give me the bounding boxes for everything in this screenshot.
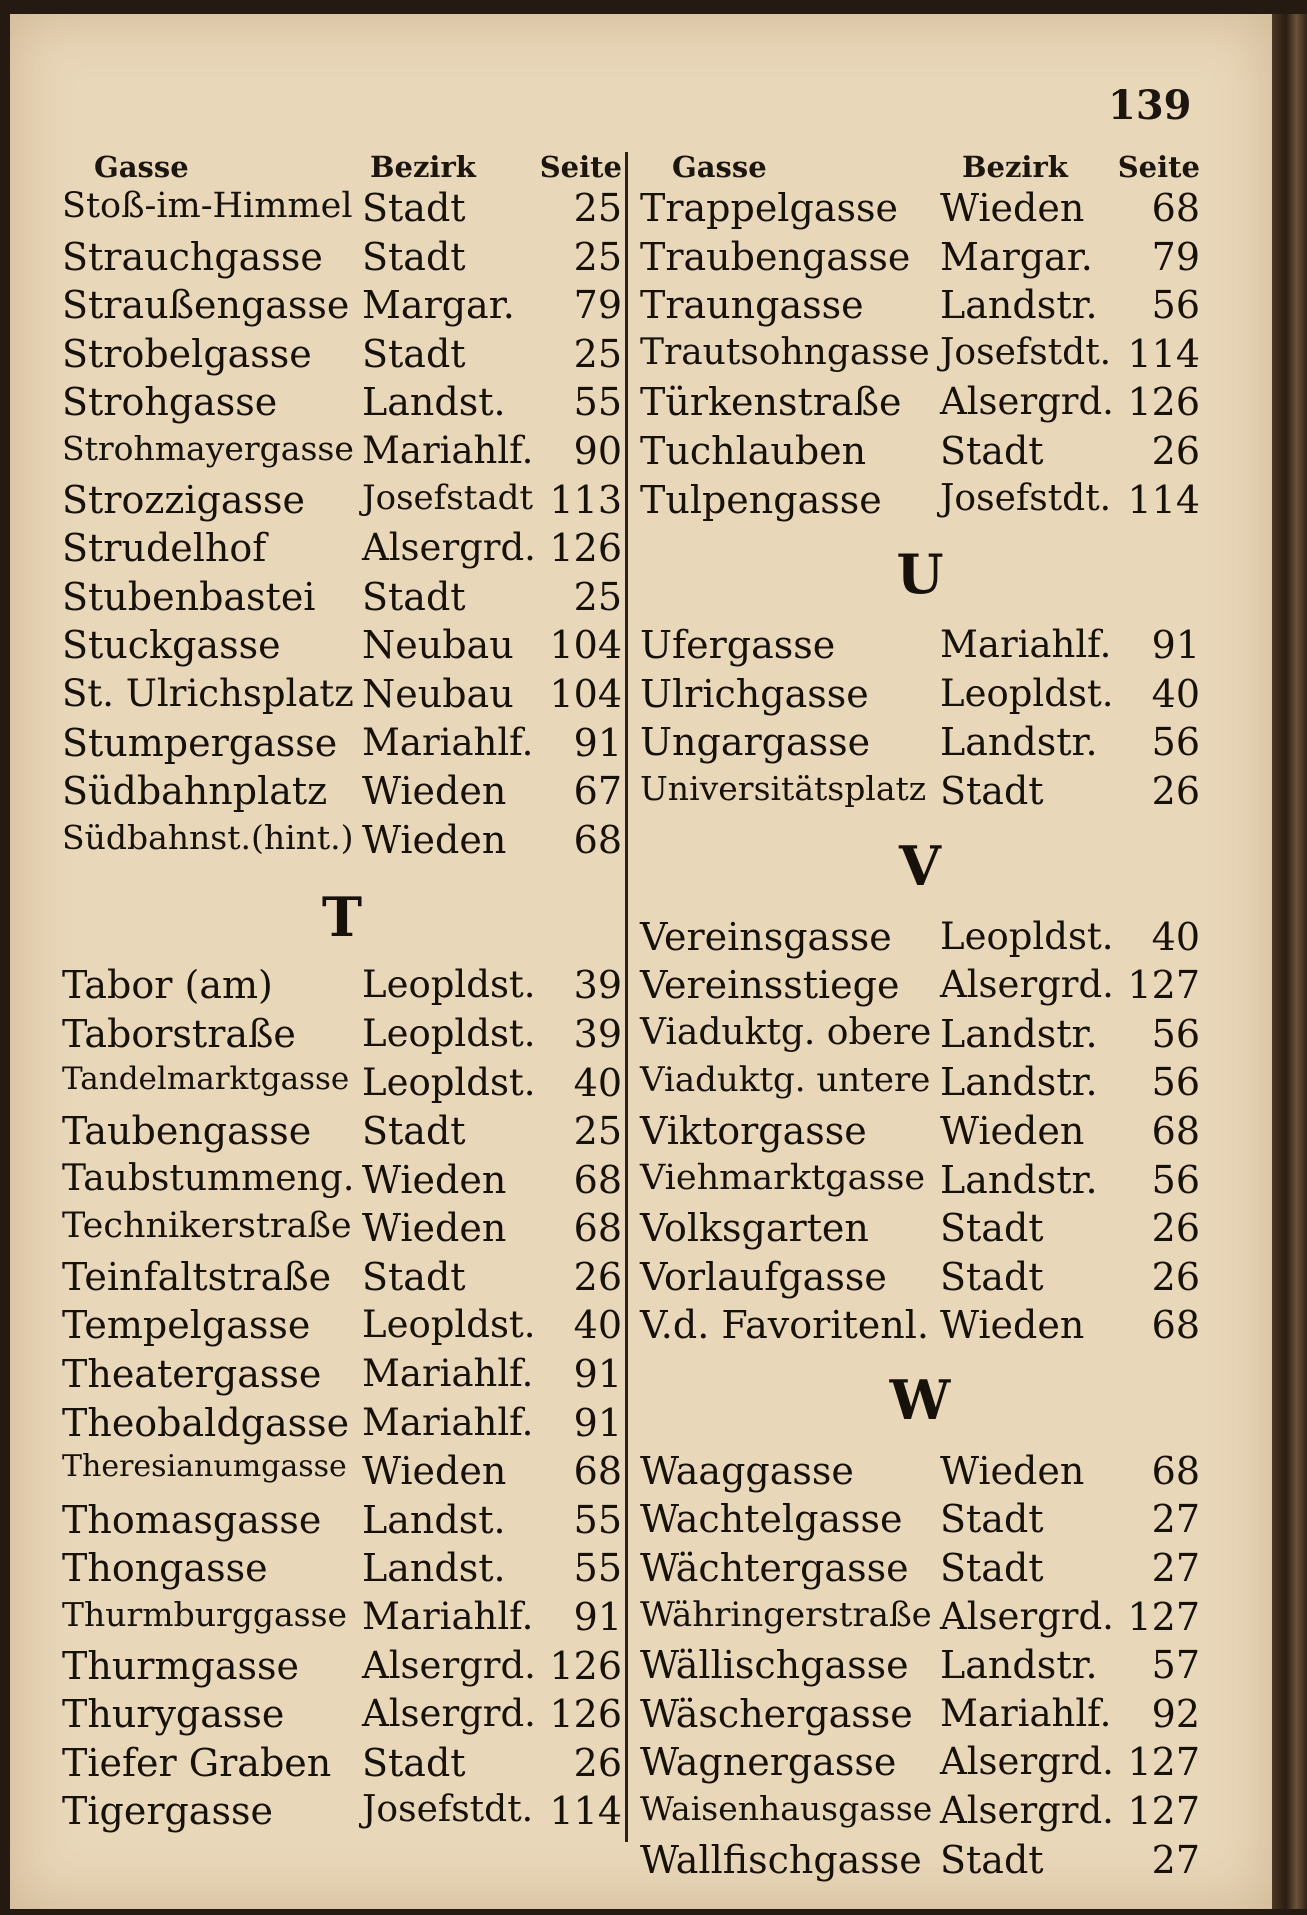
district-name: Stadt: [362, 574, 466, 619]
district-name: Leopldst.: [362, 1011, 536, 1055]
street-name: Tandelmarktgasse: [62, 1060, 350, 1097]
street-name: Wällischgasse: [640, 1643, 909, 1688]
index-entry: [640, 1154, 1200, 1203]
index-entry: [62, 425, 622, 474]
street-name: Tabor (am): [62, 963, 273, 1008]
street-name: Stuckgasse: [62, 623, 281, 668]
street-name: Strobelgasse: [62, 331, 312, 376]
index-entry: [62, 1445, 622, 1494]
page-ref: 126: [549, 1692, 622, 1737]
street-name: Thurmgasse: [62, 1643, 299, 1688]
page-ref: 68: [573, 1157, 622, 1202]
page-ref: 127: [1127, 1740, 1200, 1785]
district-name: Neubau: [362, 671, 514, 716]
street-name: Theatergasse: [62, 1352, 322, 1397]
street-name: Viaduktg. untere: [640, 1060, 931, 1101]
header-district: Bezirk: [370, 150, 476, 184]
index-entry: [640, 182, 1200, 231]
index-entry: [640, 1542, 1200, 1591]
index-entry: [640, 1639, 1200, 1688]
page-ref: 26: [1151, 1206, 1200, 1251]
district-name: Stadt: [940, 1837, 1044, 1882]
page-ref: 39: [573, 963, 622, 1008]
page-ref: 91: [1151, 623, 1200, 668]
district-name: Alsergrd.: [940, 963, 1114, 1007]
street-name: Theobaldgasse: [62, 1400, 350, 1445]
street-name: Theresianumgasse: [62, 1449, 347, 1485]
street-name: Teinfaltstraße: [62, 1254, 332, 1299]
district-name: Alsergrd.: [940, 380, 1114, 424]
index-entry: [640, 279, 1200, 328]
street-name: Thurmburggasse: [62, 1595, 348, 1635]
district-name: Landst.: [362, 380, 506, 425]
page-ref: 91: [573, 1352, 622, 1397]
page-ref: 26: [1151, 428, 1200, 473]
index-entry: [62, 619, 622, 668]
district-name: Mariahlf.: [362, 1352, 534, 1396]
page-ref: 40: [1151, 671, 1200, 716]
page-ref: 55: [573, 1497, 622, 1542]
index-entry: [62, 1251, 622, 1300]
district-name: Landstr.: [940, 1643, 1098, 1688]
district-name: Stadt: [362, 186, 466, 230]
page-ref: 68: [1151, 186, 1200, 230]
index-entry: [62, 328, 622, 377]
page-ref: 25: [573, 331, 622, 376]
page-ref: 91: [573, 1595, 622, 1640]
district-name: Stadt: [940, 1254, 1044, 1299]
index-entry: [62, 571, 622, 620]
index-entry: [640, 1834, 1200, 1883]
page-ref: 25: [573, 1109, 622, 1154]
page-ref: 127: [1127, 1594, 1200, 1639]
column-header: [62, 150, 622, 182]
street-name: Vereinsgasse: [640, 914, 892, 959]
district-name: Alsergrd.: [362, 1643, 536, 1687]
street-name: Wächtergasse: [640, 1546, 909, 1591]
street-name: Trautsohngasse: [640, 331, 930, 373]
index-entry: [62, 1202, 622, 1251]
page-ref: 92: [1151, 1691, 1200, 1736]
street-name: Taubstummeng.: [62, 1157, 355, 1199]
index-entry: [62, 1542, 622, 1591]
district-name: Mariahlf.: [362, 720, 534, 764]
entries-w: [640, 1445, 1200, 1882]
page-ref: 114: [549, 1789, 622, 1834]
district-name: Margar.: [362, 283, 515, 328]
street-name: Viehmarktgasse: [640, 1157, 926, 1198]
district-name: Josefstdt.: [362, 1789, 534, 1831]
column-header: [640, 150, 1200, 182]
street-name: Südbahnst.(hint.): [62, 817, 354, 857]
page-ref: 68: [573, 817, 622, 862]
district-name: Stadt: [362, 234, 466, 279]
street-name: Strohmayergasse: [62, 428, 354, 468]
page-ref: 68: [1151, 1108, 1200, 1153]
district-name: Alsergrd.: [940, 1594, 1114, 1638]
index-entry: [62, 717, 622, 766]
district-name: Stadt: [362, 1109, 466, 1154]
index-entry: [640, 1785, 1200, 1834]
street-name: Tigergasse: [62, 1789, 273, 1834]
index-entry: [62, 1008, 622, 1057]
page-ref: 127: [1127, 1789, 1200, 1834]
index-entry: [62, 1154, 622, 1203]
page-number: 139: [1108, 82, 1192, 129]
index-entry: [640, 765, 1200, 814]
district-name: Landstr.: [940, 1060, 1098, 1105]
district-name: Wieden: [362, 1157, 507, 1202]
index-entry: [640, 1445, 1200, 1494]
street-name: Südbahnplatz: [62, 769, 328, 814]
page-ref: 27: [1151, 1546, 1200, 1591]
district-name: Stadt: [362, 1740, 466, 1785]
index-entry: [640, 1688, 1200, 1737]
header-page: Seite: [1117, 150, 1200, 184]
index-entry: [62, 1348, 622, 1397]
index-entry: [62, 182, 622, 231]
district-name: Wieden: [940, 1448, 1085, 1493]
page-ref: 27: [1151, 1837, 1200, 1882]
district-name: Wieden: [362, 1206, 507, 1251]
index-entry: [62, 376, 622, 425]
district-name: Josefstdt.: [940, 331, 1112, 373]
page-ref: 25: [573, 234, 622, 279]
entries-u: [640, 619, 1200, 813]
section-letter-w: W: [889, 1367, 951, 1432]
section-letter-v: V: [899, 833, 941, 898]
page-ref: 26: [573, 1254, 622, 1299]
page-ref: 68: [1151, 1448, 1200, 1493]
index-entry: [640, 1056, 1200, 1105]
district-name: Neubau: [362, 623, 514, 668]
street-name: Strauchgasse: [62, 234, 323, 279]
index-entry: [640, 1736, 1200, 1785]
street-name: Stubenbastei: [62, 574, 316, 619]
index-entry: [640, 716, 1200, 765]
street-name: Wallfischgasse: [640, 1837, 922, 1882]
street-name: Tiefer Graben: [62, 1740, 332, 1785]
district-name: Wieden: [940, 186, 1085, 230]
street-name: Universitätsplatz: [640, 768, 927, 808]
district-name: Alsergrd.: [362, 526, 536, 570]
header-page: Seite: [539, 150, 622, 184]
district-name: Wieden: [362, 1449, 507, 1494]
index-entry: [640, 1105, 1200, 1154]
index-entry: [640, 1202, 1200, 1251]
street-name: Wäschergasse: [640, 1691, 913, 1736]
district-name: Stadt: [940, 1546, 1044, 1591]
index-entry: [62, 279, 622, 328]
district-name: Stadt: [940, 768, 1044, 813]
street-name: Traubengasse: [640, 234, 911, 279]
district-name: Landst.: [362, 1546, 506, 1591]
page-ref: 56: [1151, 283, 1200, 328]
page-ref: 25: [573, 186, 622, 230]
street-name: Stumpergasse: [62, 720, 338, 765]
street-name: Ungargasse: [640, 720, 871, 765]
street-name: Vorlaufgasse: [640, 1254, 887, 1299]
index-entry: [640, 328, 1200, 377]
street-name: Traungasse: [640, 283, 864, 328]
index-entry: [62, 1057, 622, 1106]
entries-s: [62, 182, 622, 862]
district-name: Mariahlf.: [940, 1691, 1112, 1735]
district-name: Wieden: [940, 1303, 1085, 1348]
district-name: Mariahlf.: [940, 623, 1112, 667]
street-name: St. Ulrichsplatz: [62, 671, 354, 715]
district-name: Mariahlf.: [362, 428, 534, 472]
section-letter-u: U: [896, 542, 944, 607]
district-name: Mariahlf.: [362, 1400, 534, 1444]
page-ref: 26: [1151, 1254, 1200, 1299]
index-entry: [640, 1008, 1200, 1057]
district-name: Wieden: [362, 817, 507, 862]
district-name: Josefstadt: [362, 477, 534, 518]
street-name: Thongasse: [62, 1546, 268, 1591]
page-ref: 55: [573, 380, 622, 425]
index-entry: [62, 1737, 622, 1786]
page-ref: 56: [1151, 1157, 1200, 1202]
street-name: Tuchlauben: [640, 428, 867, 473]
header-street: Gasse: [672, 150, 767, 184]
index-entry: [62, 668, 622, 717]
street-name: Taborstraße: [62, 1011, 296, 1056]
page-ref: 91: [573, 1400, 622, 1445]
street-name: Taubengasse: [62, 1109, 312, 1154]
entries-t: [62, 959, 622, 1834]
index-entry: [62, 1591, 622, 1640]
index-entry: [62, 1397, 622, 1446]
district-name: Stadt: [362, 331, 466, 376]
street-name: Technikerstraße: [62, 1206, 352, 1247]
page-ref: 104: [549, 623, 622, 668]
index-entry: [640, 1591, 1200, 1640]
entries-v: [640, 911, 1200, 1348]
street-name: Wagnergasse: [640, 1740, 897, 1785]
page-ref: 26: [1151, 768, 1200, 813]
index-entry: [640, 1251, 1200, 1300]
street-name: V.d. Favoritenl.: [640, 1303, 929, 1348]
page-ref: 40: [573, 1303, 622, 1348]
page-ref: 56: [1151, 1011, 1200, 1056]
page-ref: 126: [1127, 380, 1200, 425]
page-ref: 126: [549, 1643, 622, 1688]
left-column: [62, 150, 622, 1834]
page-ref: 67: [573, 769, 622, 814]
page-ref: 27: [1151, 1497, 1200, 1542]
district-name: Wieden: [362, 769, 507, 814]
index-entry: [62, 1105, 622, 1154]
page-ref: 114: [1127, 331, 1200, 376]
index-entry: [62, 231, 622, 280]
street-name: Ufergasse: [640, 623, 836, 668]
district-name: Stadt: [940, 1206, 1044, 1251]
street-name: Vereinsstiege: [640, 963, 900, 1008]
page-ref: 68: [1151, 1303, 1200, 1348]
district-name: Stadt: [940, 1497, 1044, 1542]
district-name: Alsergrd.: [362, 1692, 536, 1736]
right-column: [640, 150, 1200, 1882]
street-name: Volksgarten: [640, 1206, 869, 1251]
page-ref: 114: [1127, 477, 1200, 522]
district-name: Alsergrd.: [940, 1789, 1114, 1833]
page-ref: 56: [1151, 1060, 1200, 1105]
page-ref: 91: [573, 720, 622, 765]
street-name: Tempelgasse: [62, 1303, 311, 1348]
page-ref: 79: [573, 283, 622, 328]
page-ref: 56: [1151, 720, 1200, 765]
page-ref: 25: [573, 574, 622, 619]
street-name: Waisenhausgasse: [640, 1789, 933, 1829]
page-ref: 55: [573, 1546, 622, 1591]
index-entry: [640, 619, 1200, 668]
district-name: Leopldst.: [362, 1303, 536, 1347]
street-name: Währingerstraße: [640, 1594, 932, 1635]
street-name: Strozzigasse: [62, 477, 306, 522]
district-name: Landst.: [362, 1497, 506, 1542]
index-entry: [640, 474, 1200, 523]
page-ref: 68: [573, 1449, 622, 1494]
street-name: Strohgasse: [62, 380, 278, 425]
district-name: Leopldst.: [362, 1060, 536, 1104]
index-entry: [62, 1785, 622, 1834]
page-ref: 127: [1127, 963, 1200, 1008]
page-ref: 126: [549, 526, 622, 571]
entries-t: [640, 182, 1200, 522]
index-entry: [640, 959, 1200, 1008]
index-entry: [640, 1299, 1200, 1348]
index-entry: [62, 1494, 622, 1543]
district-name: Landstr.: [940, 1011, 1098, 1056]
header-district: Bezirk: [962, 150, 1068, 184]
index-entry: [62, 474, 622, 523]
index-entry: [62, 814, 622, 863]
street-name: Türkenstraße: [640, 380, 902, 425]
page-ref: 79: [1151, 234, 1200, 279]
index-entry: [62, 1299, 622, 1348]
street-name: Tulpengasse: [640, 477, 882, 522]
district-name: Landstr.: [940, 1157, 1098, 1202]
page-ref: 26: [573, 1740, 622, 1785]
index-entry: [640, 376, 1200, 425]
page-ref: 68: [573, 1206, 622, 1251]
district-name: Wieden: [940, 1108, 1085, 1153]
index-entry: [640, 425, 1200, 474]
district-name: Mariahlf.: [362, 1595, 534, 1639]
street-name: Wachtelgasse: [640, 1497, 903, 1542]
index-entry: [62, 765, 622, 814]
index-entry: [640, 911, 1200, 960]
district-name: Landstr.: [940, 720, 1098, 765]
section-letter-t: T: [321, 885, 363, 950]
district-name: Leopldst.: [362, 963, 536, 1007]
district-name: Landstr.: [940, 283, 1098, 328]
street-name: Viaduktg. obere: [640, 1011, 932, 1053]
page-ref: 40: [573, 1060, 622, 1105]
street-name: Trappelgasse: [640, 186, 898, 230]
page-ref: 90: [573, 428, 622, 473]
street-name: Viktorgasse: [640, 1108, 867, 1153]
page-ref: 113: [549, 477, 622, 522]
street-name: Stoß-im-Himmel: [62, 186, 353, 226]
street-name: Thurygasse: [62, 1692, 285, 1737]
district-name: Stadt: [940, 428, 1044, 473]
index-entry: [640, 668, 1200, 717]
district-name: Josefstdt.: [940, 477, 1112, 519]
street-name: Strudelhof: [62, 526, 267, 571]
index-entry: [640, 1493, 1200, 1542]
index-entry: [62, 1688, 622, 1737]
district-name: Alsergrd.: [940, 1740, 1114, 1784]
index-entry: [62, 1640, 622, 1689]
street-name: Thomasgasse: [62, 1497, 322, 1542]
street-name: Ulrichgasse: [640, 671, 869, 716]
street-name: Straußengasse: [62, 283, 350, 328]
district-name: Leopldst.: [940, 671, 1114, 715]
street-name: Waaggasse: [640, 1448, 854, 1493]
index-entry: [62, 522, 622, 571]
book-spine-edge: [1272, 14, 1307, 1909]
index-entry: [62, 959, 622, 1008]
page-ref: 104: [549, 671, 622, 716]
column-divider: [625, 152, 628, 1842]
district-name: Margar.: [940, 234, 1093, 279]
header-street: Gasse: [94, 150, 189, 184]
index-entry: [640, 231, 1200, 280]
page-ref: 57: [1151, 1643, 1200, 1688]
district-name: Leopldst.: [940, 914, 1114, 958]
page-ref: 40: [1151, 914, 1200, 959]
page-ref: 39: [573, 1011, 622, 1056]
district-name: Stadt: [362, 1254, 466, 1299]
